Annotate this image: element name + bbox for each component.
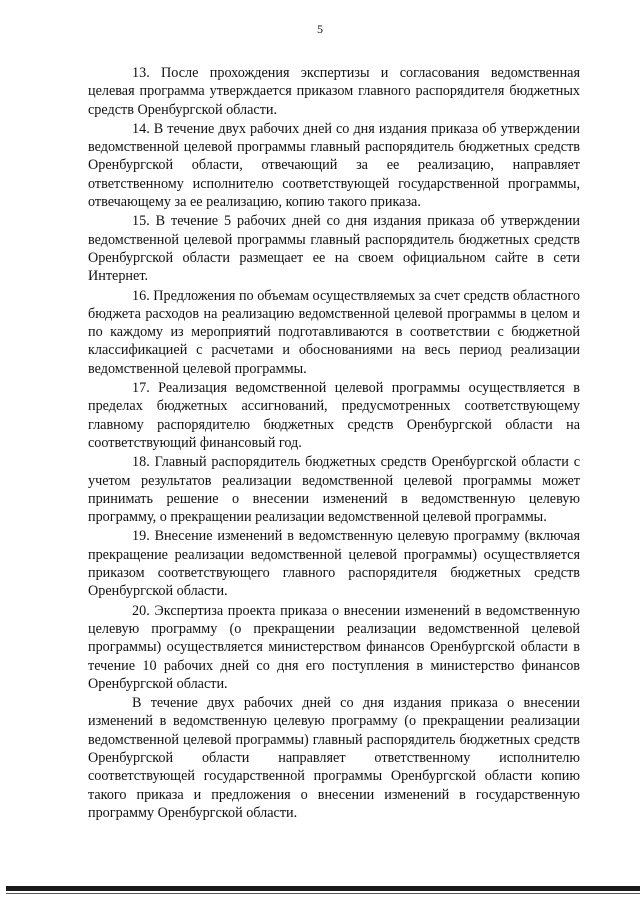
paragraph-17: 17. Реализация ведомственной целевой программы осуществляется в пределах бюджетных ассигнований, предусмотренных соответствующему главному распорядителю бюджетных средств Оренбургской области на соответствующий финансовый год. <box>88 380 580 451</box>
paragraph-14: 14. В течение двух рабочих дней со дня издания приказа об утверждении ведомственной целевой программы главный распорядитель бюджетных средств Оренбургской области, отвечающий за ее реализацию, направляет ответственному исполнителю соответствующей государственной программы, отвечающему за ее реализацию, копию такого приказа. <box>88 120 580 211</box>
paragraph-20: 20. Экспертиза проекта приказа о внесении изменений в ведомственную целевую программу (о прекращении реализации ведомственной целевой программы) осуществляется министерством финансов Оренбургской области в течение 10 рабочих дней со дня его поступления в министерство финансов Оренбургской области. <box>88 602 580 692</box>
paragraph-19: 19. Внесение изменений в ведомственную целевую программу (включая прекращение реализации ведомственной целевой программы) осуществляется приказом соответствующего главного распорядителя бюджетных средств Оренбургской области. <box>88 528 580 600</box>
paragraph-15: 15. В течение 5 рабочих дней со дня издания приказа об утверждении ведомственной целевой программы главный распорядитель бюджетных средств Оренбургской области размещает ее на своем официальном сайте в сети Интернет. <box>88 213 580 285</box>
paragraph-18: 18. Главный распорядитель бюджетных средств Оренбургской области с учетом результатов реализации ведомственной целевой программы может принимать решение о внесении изменений в ведомственную целевую программу, о прекращении реализации ведомственной целевой программы. <box>88 454 580 526</box>
paragraph-13: 13. После прохождения экспертизы и согласования ведомственная целевая программа утверждается приказом главного распорядителя бюджетных средств Оренбургской области. <box>88 65 580 118</box>
paragraph-20-continuation: В течение двух рабочих дней со дня издания приказа о внесении изменений в ведомственную целевую программу (о прекращении реализации ведомственной целевой программы) главный распорядитель бюджетных средств Оренбургской области направляет ответственному исполнителю соответствующей государственной программы Оренбургской области копию такого приказа и предложения о внесении изменений в государственную программу Оренбургской области. <box>88 695 580 821</box>
bottom-scan-border <box>6 886 640 891</box>
document-body <box>88 64 580 823</box>
paragraph-16: 16. Предложения по объемам осуществляемых за счет средств областного бюджета расходов на реализацию ведомственной целевой программы в целом и по каждому из мероприятий подготавливаются в соответствии с бюджетной классификацией с расчетами и обоснованиями на весь период реализации ведомственной целевой программы. <box>88 287 580 377</box>
bottom-scan-border-thin <box>6 893 640 894</box>
page-number: 5 <box>317 22 323 36</box>
